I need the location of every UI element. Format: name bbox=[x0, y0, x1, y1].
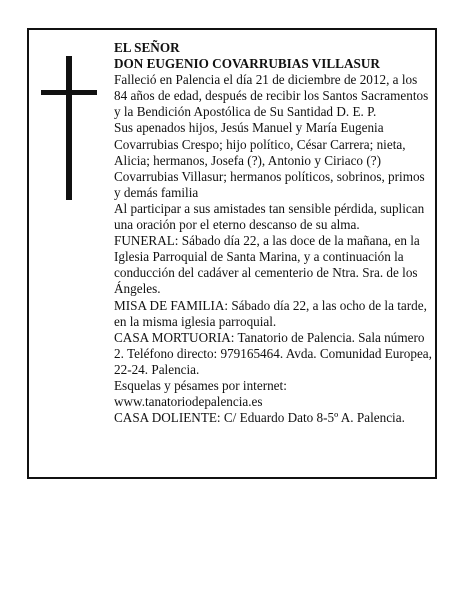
paragraph-family-home: CASA DOLIENTE: C/ Eduardo Dato 8-5º A. Palencia. bbox=[114, 410, 405, 426]
obituary-text bbox=[114, 40, 432, 426]
obituary-frame bbox=[27, 28, 437, 479]
paragraph-family-mass: MISA DE FAMILIA: Sábado día 22, a las ocho de la tarde, en la misma iglesia parroquial. bbox=[114, 297, 427, 329]
paragraph-family: Sus apenados hijos, Jesús Manuel y María Eugenia Covarrubias Crespo; hijo político, César Carrera; nieta, Alicia; hermanos, Josefa (?), Antonio y Ciriaco (?) Covarrubias Villasur; hermanos políticos, sobrinos, primos y demás familia bbox=[114, 120, 425, 200]
paragraph-internet-condolences: Esquelas y pésames por internet: www.tanatoriodepalencia.es bbox=[114, 377, 287, 410]
paragraph-death-announcement: Falleció en Palencia el día 21 de diciembre de 2012, a los 84 años de edad, después de recibir los Santos Sacramentos y la Bendición Apostólica de Su Santidad D. E. P. bbox=[114, 72, 429, 120]
latin-cross-icon bbox=[41, 56, 97, 200]
cross-vertical-bar bbox=[66, 56, 72, 200]
paragraph-funeral: FUNERAL: Sábado día 22, a las doce de la mañana, en la Iglesia Parroquial de Santa Marina, y a continuación la conducción del cadáver al cementerio de Ntra. Sra. de los Ángeles. bbox=[114, 233, 420, 297]
obituary-title-line2: DON EUGENIO COVARRUBIAS VILLASUR bbox=[114, 56, 380, 72]
obituary-title-line1: EL SEÑOR bbox=[114, 40, 180, 55]
cross-horizontal-bar bbox=[41, 90, 97, 95]
paragraph-funeral-home: CASA MORTUORIA: Tanatorio de Palencia. Sala número 2. Teléfono directo: 979165464. Avda. Comunidad Europea, 22-24. Palencia. bbox=[114, 329, 432, 377]
paragraph-prayer-request: Al participar a sus amistades tan sensible pérdida, suplican una oración por el eterno descanso de su alma. bbox=[114, 200, 425, 233]
